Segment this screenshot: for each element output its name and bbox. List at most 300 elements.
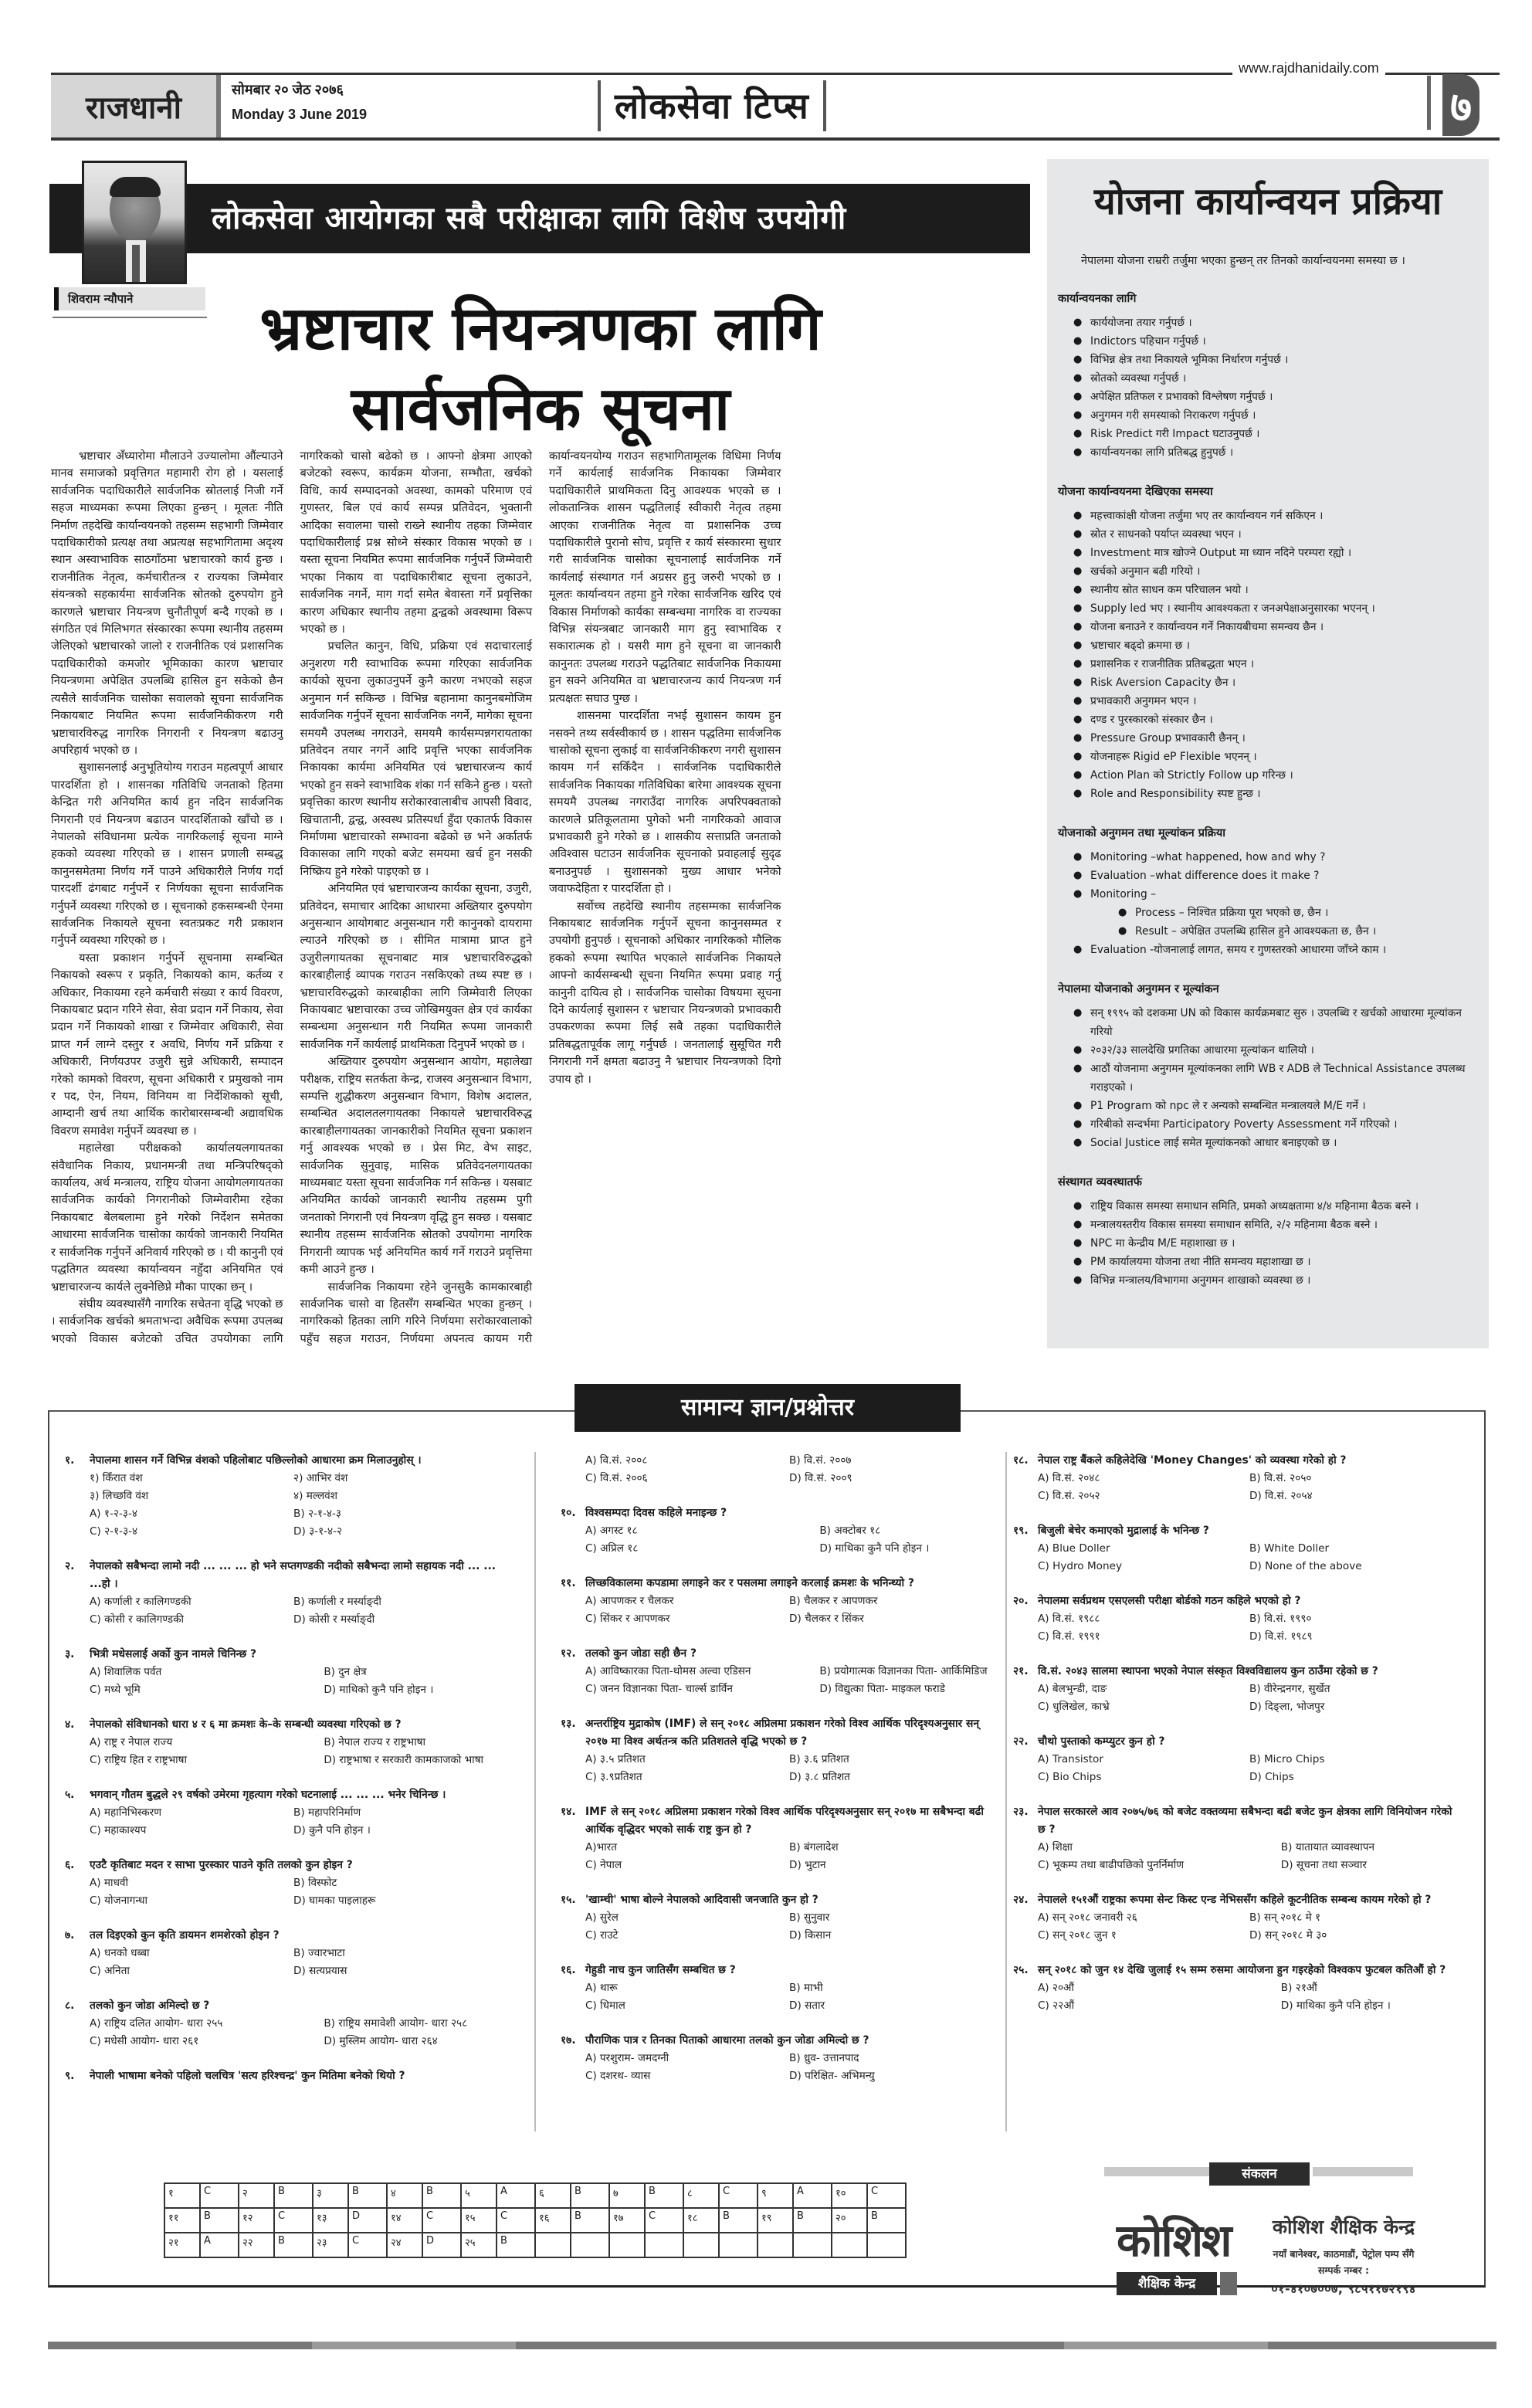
answer-option: D) चैलकर र सिंकर [789,1613,864,1625]
answer-option: B) दुन क्षेत्र [324,1666,367,1678]
list-item: ● खर्चको अनुमान बढी गरियो । [1073,562,1478,581]
question-options [1013,1470,1461,1505]
answer-option: C) Bio Chips [1038,1771,1102,1783]
answer-option: B) ३.६ प्रतिशत [789,1753,849,1765]
article-paragraph: सार्वजनिक निकायमा रहेने जुनसुकै कामकारबाही सार्वजनिक चासो वा हितसँग सम्बन्धित भएका हुन्छन् । नागरिकको हितका लागि गरिने निर्णयमा सरोकारवालाको पहुँच सहज गराउन, निर्णयमा अपनत्व कायम गरी कार्यान्वयनयोग्य गराउन सहभागितामूलक विधिमा निर्णय गर्ने कार्यलाई सार्वजनिक निकायका जिम्मेवार पदाधिकारीले प्राथमिकता दिनु आवश्यक भएको छ । लोकतान्त्रिक शासन पद्धतिलाई स्वीकारी नेतृत्व तहमा आएका राजनीतिक नेतृत्व वा प्रशासनिक उच्च पदाधिकारीले पुरानो सोच, प्रवृत्ति र कार्य संस्कारमा सुधार गरी सार्वजनिक चासोका सूचनालाई सार्वजनिक गर्ने कार्यलाई संस्थागत गर्न अग्रसर हुनु जरुरी भएको छ । मूलतः कार्यान्वयन तहमा हुने गरेका सार्वजनिक खरिद एवं विकास निर्माणको कार्यका सम्बन्धमा नागरिक वा राज्यका विभिन्न संयन्त्रबाट जानकारी माग हुनु स्वाभाविक र सकारात्मक हो । यसरी माग हुने सूचना वा जानकारी कानुनतः उपलब्ध गराउने पद्धतिबाट सार्वजनिक निकायमा हुन सक्ने अनियमित वा भ्रष्टाचारजन्य कार्य नियन्त्रण गर्न प्रत्यक्षतः सघाउ पुग्छ । [300,449,781,1345]
list-item: ● Indictors पहिचान गर्नुपर्छ । [1073,332,1478,351]
question-text [561,2032,993,2050]
answer-letter: C [274,2208,313,2233]
answer-option: B) नेपाल राज्य र राष्ट्रभाषा [324,1736,426,1748]
question-prompt: बिजुली बेचेर कमाएको मुद्रालाई के भनिन्छ ? [1038,1525,1209,1537]
sidebar-intro: नेपालमा योजना राम्ररी तर्जुमा भएका हुन्छन् तर तिनको कार्यान्वयनमा समस्या छ । [1081,255,1405,267]
question-number: ११. [561,1577,576,1589]
answer-question-number [609,2233,645,2257]
answer-option: D) Chips [1249,1771,1294,1783]
answer-option: D) वि.सं. १९८९ [1249,1630,1313,1643]
question-number: २. [65,1560,75,1572]
list-item: ● सन् १९९५ को दशकमा UN को विकास कार्यक्रमबाट सुरु । उपलब्धि र खर्चको आधारमा मूल्यांकन गरियो [1073,1004,1478,1041]
answer-option: ४) मल्लवंश [293,1490,337,1502]
question-prompt: तलको कुन जोडा अमिल्दो छ ? [90,1999,210,2012]
section-title: लोकसेवा टिप्स [598,80,826,131]
question-prompt: चौथो पुस्ताको कम्प्युटर कुन हो ? [1038,1735,1165,1748]
list-item: ● प्रभावकारी अनुगमन भएन । [1073,692,1478,711]
question-text [561,1575,993,1592]
quiz-question [561,2032,993,2085]
contact-label: सम्पर्क नम्बर : [1317,2264,1370,2276]
answer-option: १) किँरात वंश [90,1472,143,1484]
answer-option: A) १-२-३-४ [90,1508,137,1520]
answer-question-number: १९ [758,2208,793,2233]
article-paragraph: महालेखा परीक्षकको कार्यालयलगायतका संवैधानिक निकाय, प्रधानमन्त्री तथा मन्त्रिपरिषद्को कार्यालय, अर्थ मन्त्रालय, राष्ट्रिय योजना आयोगलगायतका सार्वजनिक कार्यको निगरानीको जिम्मेवारीमा रहेका निकायबाट बेलबलामा हुने गरेको निर्देशन समेतका आधारमा सार्वजनिक चासोका कार्यको जानकारी नियमित र सार्वजनिक गर्नुपर्ने अनिवार्य गरिएको छ । यी कानुनी एवं पद्धतिगत व्यवस्था कार्यान्वयन नहुँदा अनियमित एवं भ्रष्टाचारजन्य कार्यले लुक्नेछिप्ने मौका पाएका छन् । [51,1141,283,1294]
quiz-question [65,1786,497,1840]
answer-option: B) ध्रुव- उत्तानपाद [789,2052,859,2064]
answer-option: C) Hydro Money [1038,1560,1123,1572]
quiz-question [1013,1803,1461,1874]
quiz-question [1013,1733,1461,1786]
logo-square-icon [1220,2272,1237,2295]
article-paragraph: शासनमा पारदर्शिता नभई सुशासन कायम हुन नसक्ने तथ्य सर्वस्वीकार्य छ । शासन पद्धतिमा सार्वजनिक चासोको सूचना लुकाई वा सार्वजनिकीकरण नगरी सुशासन कायम गर्न सकिँदैन । सार्वजनिक पदाधिकारीले सार्वजनिक निकायका गतिविधिका बारेमा आवश्यक सूचना समयमै उपलब्ध नगराउँदा नागरिक अपरिपक्वताको कारणले प्रतिकूलतामा पुगेको भनी नागरिकको आवाज प्रभावकारी हुने गरेको छ । शासकीय सत्ताप्रति जनताको अविश्वास घटाउन सार्वजनिक सूचनाको प्रवाहलाई सुदृढ बनाउनुपर्छ । सुशासनको मुख्य आधार भनेको जवाफदेहिता र पारदर्शिता हो । [549,709,781,896]
footer-segment [48,2342,312,2349]
answer-option: B) अक्टोबर १८ [819,1525,881,1537]
list-item: ● २०३२/३३ सालदेखि प्रगतिका आधारमा मूल्यांकन थालियो । [1073,1041,1478,1060]
question-prompt: नेपाल सरकारले आव २०७५/७६ को बजेट वक्तव्यमा सबैभन्दा बढी बजेट कुन क्षेत्रका लागि विनियोजन गरेको छ ? [1038,1806,1452,1836]
question-number: १५. [561,1894,576,1906]
question-options [65,1945,497,1980]
answer-option: C) राष्ट्रिय हित र राष्ट्रभाषा [90,1754,188,1766]
answer-option: C) अप्रिल १८ [585,1542,639,1555]
answer-option: A) राष्ट्र र नेपाल राज्य [90,1736,173,1748]
answer-option: A) Transistor [1038,1753,1103,1765]
answer-option: C) मधेसी आयोग- धारा २६१ [90,2035,199,2047]
question-options [561,2050,993,2085]
answer-option: B) सुनुवार [789,1911,830,1924]
answer-option: A) थारू [585,1982,618,1994]
article-paragraph: प्रचलित कानुन, विधि, प्रक्रिया एवं सदाचारलाई अनुशरण गरी स्वाभाविक रूपमा गरिएका सार्वजनिक कार्यको सूचना लुकाउनुपर्ने कुनै कारण नभएको सहज अनुमान गर्न सकिन्छ । विभिन्न बहानामा कानुनबमोजिम सार्वजनिक गर्नुपर्ने सूचना सार्वजनिक नगर्ने, मागेका सूचना समयमै उपलब्ध नगराउने, समयमै कार्यसम्पन्नगरायताका प्रतिवेदन तयार नगर्ने आदि प्रवृत्ति भएका सार्वजनिक निकायका कार्यमा अनियमित एवं भ्रष्टाचारजन्य कार्य भएको हुन सक्ने स्वाभाविक शंका गर्न सकिने हुन्छ । यस्तो प्रवृत्तिका कारण स्थानीय सरोकारवालाबीच आपसी विवाद, खिचातानी, द्वन्द्व, अस्वस्थ प्रतिस्पर्धा हुँदा एकातर्फ विकास निर्माणमा भ्रष्टाचारको सम्भावना बढेको छ भने अर्कातर्फ विकासका लागि गएको बजेट समयमा खर्च हुन नसकी निष्क्रिय हुने गरेको पाइएको छ । [300,639,532,878]
answer-option: A) ३.५ प्रतिशत [585,1753,646,1765]
question-prompt: नेपाली भाषामा बनेको पहिलो चलचित्र 'सत्य हरिश्चन्द्र' कुन मितिमा बनेको थियो ? [90,2070,405,2082]
question-options [65,2015,497,2050]
answer-option: C) महाकाश्यप [90,1824,147,1837]
list-item: ● Social Justice लाई समेत मूल्यांकनको आधार बनाइएको छ । [1073,1134,1478,1152]
answer-letter: B [274,2233,313,2257]
question-number: २३. [1013,1806,1029,1818]
answer-option: D) घामका पाइलाहरू [293,1894,376,1907]
list-item: ● स्थानीय स्रोत साधन कम परिचालन भयो । [1073,581,1478,599]
page-number: ७ [1442,74,1479,136]
answer-question-number: ११ [164,2208,200,2233]
article-paragraph: संघीय व्यवस्थासँगै नागरिक सचेतना वृद्धि भएको छ । सार्वजनिक खर्चको श्रमताभन्दा अवैधिक रूपमा उपलब्ध भएको विकास बजेटको उचित उपयोगका लागि नागरिकको चासो बढेको छ । आफ्नो क्षेत्रमा आएको बजेटको स्वरूप, कार्यक्रम योजना, सम्भौता, खर्चको विधि, कार्य सम्पादनको अवस्था, कामको परिमाण एवं गुणस्तर, बिल एवं कार्य सम्पन्न प्रतिवेदन, भुक्तानी आदिका सवालमा चासो राख्ने स्थानीय तहका जिम्मेवार पदाधिकारीलाई प्रश्न सोध्ने संस्कार विकास भएको छ । यस्ता सूचना नियमित रूपमा सार्वजनिक गर्नुपर्ने जिम्मेवारी भएका निकाय वा पदाधिकारीबाट सूचना लुकाउने, सार्वजनिक नगर्ने, माग गर्दा समेत बेवास्ता गर्ने प्रवृत्तिका कारण अधिकार स्थानीय तहमा द्वन्द्वको अवस्थामा विरूप भएको छ । [51,449,532,1345]
question-number: १४. [561,1806,576,1818]
answer-option: C) २२औं [1038,1999,1075,2012]
question-prompt: नेपालमा सर्वप्रथम एसएलसी परीक्षा बोर्डको गठन कहिले भएको हो ? [1038,1595,1301,1607]
answer-option: A) शिक्षा [1038,1841,1073,1853]
quiz-question [561,1803,993,1874]
answer-option: B) माभी [789,1982,823,1994]
list-sub-item: ● Process – निश्चित प्रक्रिया पूरा भएको छ, छैन । [1118,904,1478,922]
author-photo [82,161,187,284]
answer-option: D) दिङ्ला, भोजपुर [1249,1701,1325,1713]
quiz-question [1013,1522,1461,1575]
answer-option: A) बेलभुन्डी, दाङ [1038,1683,1107,1695]
answer-letter: C [348,2233,387,2257]
question-options [1013,1909,1461,1945]
answer-row [164,2183,906,2208]
answer-question-number: २५ [461,2233,497,2257]
list-item: ● Investment मात्र खोज्ने Output मा ध्यान नदिने परम्परा रह्यो । [1073,544,1478,562]
question-options [561,1592,993,1628]
question-text [65,1452,497,1470]
answer-option: B) ज्वारभाटा [293,1947,345,1959]
question-prompt: नेपालको सबैभन्दा लामो नदी ... ... ... हो भने सप्तगण्डकी नदीको सबैभन्दा लामो सहायक नदी ... ... ...हो । [90,1560,496,1590]
footer-segment [1268,2342,1496,2349]
answer-option: C) जनन विज्ञानका पिता- चार्ल्स डार्विन [585,1683,733,1695]
footer-segment [516,2342,1064,2349]
compiled-decor-bar [1313,2167,1413,2176]
question-options [65,1593,497,1629]
answer-option: C) नेपाल [585,1859,622,1871]
quiz-question [65,1558,497,1629]
logo-subtitle: शैक्षिक केन्द्र [1117,2272,1217,2295]
answer-option: C) धुलिखेल, काभ्रे [1038,1701,1110,1713]
question-number: ३. [65,1648,75,1660]
question-number: ५. [65,1789,75,1801]
question-prompt: वि.सं. २०४३ सालमा स्थापना भएको नेपाल संस्कृत विश्वविद्यालय कुन ठाउँमा रहेको छ ? [1038,1665,1378,1677]
article-paragraph: अनियमित एवं भ्रष्टाचारजन्य कार्यका सूचना, उजुरी, प्रतिवेदन, समाचार आदिका आधारमा अख्तियार दुरुपयोग अनुसन्धान आयोगबाट अनुसन्धान गरी कानुनको दायरामा ल्याउने गरिएको छ । सीमित मात्रामा प्राप्त हुने उजुरीलगायतका सूचनाबाट मात्र भ्रष्टाचारविरुद्धको कारबाहीलाई व्यापक गराउन नसकिएको तथ्य स्पष्ट छ । भ्रष्टाचारविरुद्धको कारबाहीका लागि जिम्मेवारी लिएका निकायबाट भ्रष्टाचारका उच्च जोखिमयुक्त क्षेत्र एवं कार्यका सम्बन्धमा अनुसन्धान गरी नियमित रूपमा जानकारी सार्वजनिक गर्ने कार्यलाई प्राथमिकता दिनुपर्ने भएको छ । [300,882,532,1051]
list-item: ● Monitoring –what happened, how and why ? [1073,848,1478,867]
answer-option: C) भूकम्प तथा बाढीपछिको पुनर्निर्माण [1038,1859,1185,1871]
answer-option: A) सुरेल [585,1911,619,1924]
list-item: ● PM कार्यालयमा योजना तथा नीति समन्वय महाशाखा छ । [1073,1253,1478,1271]
date-english: Monday 3 June 2019 [232,107,368,122]
question-prompt: नेपाल राष्ट्र बैंकले कहिलेदेखि 'Money Changes' को व्यवस्था गरेको हो ? [1038,1454,1347,1467]
newspaper-brand-logo: राजधानी [51,75,221,137]
answer-question-number: १० [832,2183,867,2208]
answer-question-number [535,2233,571,2257]
quiz-column-3 [1013,1452,1461,2032]
answer-option: D) माथिको कुनै पनि होइन । [324,1684,434,1696]
answer-letter: B [274,2183,313,2208]
answer-option: B) यातायात व्यावस्थापन [1280,1841,1374,1853]
quiz-question [65,2067,497,2085]
quiz-question [65,1716,497,1769]
answer-question-number: ९ [758,2183,793,2208]
sidebar-heading: योजना कार्यान्वयनमा देखिएका समस्या [1058,486,1213,498]
answer-question-number: १२ [239,2208,274,2233]
answer-question-number [758,2233,793,2257]
answer-option: C) वि.सं. १९९१ [1038,1630,1100,1643]
question-text [561,1504,993,1522]
answer-option: B) वि.सं. १९९० [1249,1613,1312,1625]
question-options [1013,1681,1461,1716]
answer-question-number: ४ [387,2183,422,2208]
question-options [65,1874,497,1910]
answer-option: A)भारत [585,1841,617,1853]
answer-question-number: २० [832,2208,867,2233]
question-options [561,1522,993,1558]
question-options [65,1734,497,1769]
quiz-question [1013,1663,1461,1716]
question-text [1013,1592,1461,1610]
answer-option: D) मुस्लिम आयोग- धारा २६४ [324,2035,438,2047]
question-text [65,1927,497,1945]
headline-line-2: सार्वजनिक सूचना [351,375,730,444]
question-prompt: एउटै कृतिबाट मदन र साभा पुरस्कार पाउने कृति तलको कुन होइन ? [90,1859,353,1871]
answer-key-table [164,2182,907,2258]
answer-letter: B [719,2208,758,2233]
answer-option: B) चैलकर र आपणकर [789,1595,878,1607]
answer-option: A) माधवी [90,1877,129,1889]
answer-option: D) किसान [789,1929,832,1942]
answer-question-number: २४ [387,2233,422,2257]
answer-option: B) वि.सं. २०५० [1249,1472,1312,1484]
question-options [561,1663,993,1698]
answer-letter: B [422,2183,461,2208]
question-number: २१. [1013,1665,1029,1677]
article-paragraph: यस्ता प्रकाशन गर्नुपर्ने सूचनामा सम्बन्धित निकायको स्वरूप र प्रकृति, निकायको काम, कर्तव्य र अधिकार, निकायमा रहने कर्मचारी संख्या र कार्य विवरण, निकायबाट प्रदान गरिने सेवा, सेवा प्रदान गर्ने निकाय, सेवा प्रदान गर्ने निकायको शाखा र जिम्मेवार अधिकारी, सेवा प्राप्त गर्न लाग्ने दस्तुर र अवधि, निर्णय गर्ने प्रक्रिया र अधिकारी, निर्णयउपर उजुरी सुन्ने अधिकारी, सम्पादन गरेको कामको विवरण, सूचना अधिकारी र प्रमुखको नाम र पद, ऐन, नियम, विनियम वा निर्देशिकाको सूची, आम्दानी खर्च तथा आर्थिक कारोबारसम्बन्धी अद्यावधिक विवरण समावेश गर्नुपर्ने व्यवस्था छ । [51,951,283,1138]
list-item: ● राष्ट्रिय विकास समस्या समाधान समिति, प्रमको अध्यक्षतामा ४/४ महिनामा बैठक बस्ने । [1073,1197,1478,1216]
sidebar-heading: नेपालमा योजनाको अनुगमन र मूल्यांकन [1058,983,1219,995]
question-text [65,1997,497,2015]
answer-option: D) विद्युत्का पिता- माइकल फराडे [819,1683,945,1695]
answer-letter: B [571,2208,609,2233]
list-item: ● योजना बनाउने र कार्यान्वयन गर्ने निकायबीचमा समन्वय छैन । [1073,618,1478,636]
article-kicker: लोकसेवा आयोगका सबै परीक्षाका लागि विशेष उपयोगी [212,201,847,236]
compiler-address: नयाँ बानेश्वर, काठमाडौं, पेट्रोल पम्प सँगै [1273,2248,1415,2260]
compiler-info [1251,2213,1436,2297]
issue-date [232,80,367,123]
answer-question-number: १६ [535,2208,571,2233]
answer-question-number: ३ [313,2183,348,2208]
answer-letter: B [497,2233,535,2257]
answer-question-number: २२ [239,2233,274,2257]
answer-option: B) वि.सं. २००७ [789,1454,852,1467]
sidebar-heading: कार्यान्वयनका लागि [1058,293,1137,305]
sidebar-list [1073,1197,1478,1290]
answer-option: D) माथिका कुनै पनि होइन । [1280,1999,1391,2012]
answer-option: D) वि.सं. २००९ [789,1472,852,1484]
answer-option: B) प्रयोगात्मक विज्ञानका पिता- आर्किमिडिज [819,1665,988,1677]
sidebar-list [1073,848,1478,959]
question-number: ६. [65,1859,75,1871]
author-byline: शिवराम न्यौपाने [54,287,205,310]
list-item: ● प्रशासनिक र राजनीतिक प्रतिबद्धता भएन । [1073,655,1478,673]
question-number: २५. [1013,1964,1029,1976]
list-item: ● विभिन्न मन्त्रालय/विभागमा अनुगमन शाखाको व्यवस्था छ । [1073,1271,1478,1290]
list-item: ● कार्ययोजना तयार गर्नुपर्छ । [1073,314,1478,332]
answer-option: D) परिक्षित- अभिमन्यु [789,2070,875,2082]
question-number: २०. [1013,1595,1029,1607]
list-item: ● स्रोत र साधनको पर्याप्त व्यवस्था भएन । [1073,525,1478,544]
quiz-question [1013,1592,1461,1646]
answer-letter: A [793,2183,832,2208]
quiz-question [65,1857,497,1910]
question-number: ८. [65,1999,75,2012]
answer-letter: D [422,2233,461,2257]
answer-option: D) ३-१-४-२ [293,1525,343,1538]
answer-option: C) दशरथ- व्यास [585,2070,651,2082]
answer-option: D) None of the above [1249,1560,1362,1572]
answer-option: D) ३.८ प्रतिशत [789,1771,850,1783]
list-sub-item: ● Result – अपेक्षित उपलब्धि हासिल हुने आवश्यकता छ, छैन । [1118,922,1478,941]
answer-option: B) Micro Chips [1249,1753,1325,1765]
photo-hair-shape [110,177,161,197]
answer-letter: B [867,2208,906,2233]
answer-option: B) महापरिनिर्माण [293,1806,361,1819]
answer-row [164,2208,906,2233]
masthead-bottom-rule [51,137,1500,141]
answer-letter [793,2233,832,2257]
answer-option: C) मध्ये भूमि [90,1684,141,1696]
question-options [561,1751,993,1786]
question-text [1013,1522,1461,1540]
list-item: ● अपेक्षित प्रतिफल र प्रभावको विश्लेषण गर्नुपर्छ । [1073,388,1478,406]
question-prompt: भित्री मधेसलाई अर्को कुन नामले चिनिन्छ ? [90,1648,257,1660]
answer-option: A) धनको धब्बा [90,1947,150,1959]
sidebar-heading: संस्थागत व्यवस्थातर्फ [1058,1176,1142,1189]
list-item: ● Pressure Group प्रभावकारी छैनन् । [1073,729,1478,748]
answer-option: A) २०औं [1038,1982,1074,1994]
answer-letter: B [645,2183,683,2208]
answer-option: B) २१औं [1280,1982,1317,1994]
question-text [65,2067,497,2085]
answer-question-number [832,2233,867,2257]
answer-option: ३) लिच्छवि वंश [90,1490,149,1502]
article-paragraph: अख्तियार दुरुपयोग अनुसन्धान आयोग, महालेखा परीक्षक, राष्ट्रिय सतर्कता केन्द्र, राजस्व अनुसन्धान विभाग, सम्पत्ति शुद्धीकरण अनुसन्धान विभाग, विशेष अदालत, सम्बन्धित अदालतलगायतका निकायले भ्रष्टाचारविरुद्ध कारबाहीलगायतका जानकारीको नियमित सूचना प्रकाशन गर्नु आवश्यक भएको छ । प्रेस मिट, वेभ साइट, सार्वजनिक सुनुवाइ, मासिक प्रतिवेदनलगायतका माध्यमबाट यस्ता सूचना सार्वजनिक गर्न सकिन्छ । यसबाट अनियमित कार्यको जानकारी स्थानीय तहसम्म पुगी जनताको निगरानी एवं नियन्त्रण वृद्धि हुन सक्छ । यसबाट स्थानीय तहसम्म सार्वजनिक स्रोतको उपयोगमा नागरिक निगरानी व्यापक भई अनियमित कार्य गर्ने गराउने प्रवृत्तिमा कमी आउने हुन्छ । [300,1055,532,1277]
answer-question-number: १४ [387,2208,422,2233]
answer-option: D) माथिका कुनै पनि होइन । [819,1542,930,1555]
logo-wordmark: कोशिश [1117,2214,1231,2267]
answer-option: D) कुनै पनि होइन । [293,1824,371,1837]
quiz-question [1013,1962,1461,2015]
question-number: १२. [561,1647,576,1660]
question-prompt: पौराणिक पात्र र तिनका पिताको आधारमा तलको कुन जोडा अमिल्दो छ ? [585,2034,869,2047]
page-number-divider [1427,76,1431,130]
question-options [561,1452,993,1487]
answer-option: C) सन् २०१८ जुन १ [1038,1929,1117,1942]
answer-letter: D [348,2208,387,2233]
answer-option: A) आपणकर र चैलकर [585,1595,674,1607]
question-number: १९. [1013,1525,1029,1537]
list-item: ● भ्रष्टाचार बढ्दो क्रममा छ । [1073,636,1478,655]
question-prompt: अन्तर्राष्ट्रिय मुद्राकोष (IMF) ले सन् २०१८ अप्रिलमा प्रकाशन गरेको विश्व आर्थिक परिदृश्यअनुसार सन् २०१७ मा विश्व अर्थतन्त्र कति प्रतिशतले वृद्धि भएको छ ? [585,1718,979,1748]
list-item: ● Evaluation -योजनालाई लागत, समय र गुणस्तरको आधारमा जाँच्ने काम । [1073,941,1478,959]
column-divider [534,1452,536,2132]
quiz-question [1013,1891,1461,1945]
answer-question-number: १३ [313,2208,348,2233]
answer-option: B) विस्फोट [293,1877,337,1889]
answer-option: B) २-१-४-३ [293,1508,341,1520]
answer-option: C) सिंकर र आपणकर [585,1613,670,1625]
answer-option: A) वि.सं. १९८८ [1038,1613,1100,1625]
quiz-column-1 [65,1452,497,2102]
article-paragraph: भ्रष्टाचार अँध्यारोमा मौलाउने उज्यालोमा औंल्याउने मानव समाजको प्रवृत्तिगत महामारी रोग हो । यसलाई सार्वजनिक पदाधिकारीले सार्वजनिक स्रोतलाई निजी गर्ने सहज माध्यमका रूपमा लिएका हुन्छन् । मूलतः नीति निर्माण तहदेखि कार्यान्वयनको तहसम्म सहभागी जिम्मेवार पदाधिकारीको प्रत्यक्ष तथा अप्रत्यक्ष सहभागितामा अदृश्य स्थान अस्वाभाविक साठगाँठमा भ्रष्टाचारको कार्य हुन्छ । राजनीतिक नेतृत्व, कर्मचारीतन्त्र र राज्यका जिम्मेवार संयन्त्रको सहकार्यमा सार्वजनिक स्रोतको दुरुपयोग हुने कारणले भ्रष्टाचार नियन्त्रण चुनौतीपूर्ण बन्दै गएको छ । संगठित एवं मिलिभगत संस्कारका रूपमा स्थानीय तहसम्म जेलिएको भ्रष्टाचारको जालो र राजनीतिक एवं प्रशासनिक पदाधिकारीको कमजोर भूमिकाका कारण भ्रष्टाचार नियन्त्रणमा अपेक्षित उपलब्धि हासिल हुन सकेको छैन त्यसैले सार्वजनिक चासोका सवालको सूचना सार्वजनिक निकायबाट नियमित रूपमा सार्वजनिकीकरण गरी भ्रष्टाचारविरुद्ध नागरिक निगरानी र नियन्त्रण बढाउनु अपरिहार्य भएको छ । [51,449,283,757]
question-text [561,1715,993,1751]
question-options [1013,1979,1461,2015]
answer-option: D) भुटान [789,1859,826,1871]
compiled-decor-bar [1104,2167,1211,2176]
answer-question-number: १ [164,2183,200,2208]
answer-letter [571,2233,609,2257]
list-item: ● विभिन्न क्षेत्र तथा निकायले भूमिका निर्धारण गर्नुपर्छ । [1073,351,1478,369]
quiz-question [561,1891,993,1945]
list-item: ● आठौं योजनामा अनुगमन मूल्यांकनका लागि WB र ADB ले Technical Assistance उपलब्ध गराइएको । [1073,1060,1478,1097]
list-item: ● Supply led भए । स्थानीय आवश्यकता र जनअपेक्षाअनुसारका भएनन् । [1073,599,1478,618]
list-item: ● P1 Program को npc ले र अन्यको सम्बन्धित मन्त्रालयले M/E गर्ने । [1073,1097,1478,1115]
question-options [561,1979,993,2015]
answer-letter: B [200,2208,239,2233]
answer-option: D) सत्यप्रयास [293,1965,347,1977]
question-text [65,1646,497,1664]
question-text [65,1558,497,1593]
quiz-column-2 [561,1452,993,2102]
sidebar-heading: योजनाको अनुगमन तथा मूल्यांकन प्रक्रिया [1058,827,1226,839]
answer-option: A) वि.सं. २००८ [585,1454,648,1467]
question-text [1013,1452,1461,1470]
question-options [1013,1751,1461,1786]
answer-question-number: ६ [535,2183,571,2208]
question-number: १७. [561,2034,576,2047]
list-item: ● दण्ड र पुरस्कारको संस्कार छैन । [1073,711,1478,729]
question-options [65,1804,497,1840]
answer-question-number [683,2233,719,2257]
list-item: ● गरिबीको सन्दर्भमा Participatory Poverty Assessment गर्ने गरिएको । [1073,1115,1478,1134]
quiz-question [1013,1452,1461,1505]
answer-option: C) कोसी र कालिगण्डकी [90,1613,185,1626]
question-options [561,1839,993,1874]
sidebar-title: योजना कार्यान्वयन प्रक्रिया [1093,180,1442,223]
list-item: ● Risk Predict गरी Impact घटाउनुपर्छ । [1073,425,1478,443]
question-prompt: नेपालले १५१औं राष्ट्रका रूपमा सेन्ट किस्ट एन्ड नेभिससँग कहिले कूटनीतिक सम्बन्ध कायम गरेको हो ? [1038,1894,1432,1906]
answer-question-number: २ [239,2183,274,2208]
answer-option: B) कर्णाली र मर्स्याङ्दी [293,1596,381,1608]
footer-segment [312,2342,516,2349]
sidebar-plan-implementation [1047,159,1489,1348]
article-headline [193,289,888,449]
compiled-by-label: संकलन [1209,2162,1310,2186]
answer-option: C) धिमाल [585,1999,625,2012]
answer-letter: C [867,2183,906,2208]
compiler-name: कोशिश शैक्षिक केन्द्र [1272,2216,1415,2238]
list-item: ● योजनाहरू Rigid eP Flexible भएनन् । [1073,748,1478,766]
quiz-question [561,1575,993,1628]
answer-option: A) शिवालिक पर्वत [90,1666,162,1678]
headline-line-1: भ्रष्टाचार नियन्त्रणका लागि [259,294,822,364]
quiz-question [561,1452,993,1487]
answer-letter: C [497,2208,535,2233]
quiz-question [561,1645,993,1698]
question-number: २४. [1013,1894,1029,1906]
answer-option: A) अगस्ट १८ [585,1525,638,1537]
question-text [1013,1891,1461,1909]
question-number: ४. [65,1718,75,1731]
answer-option: C) अनिता [90,1965,130,1977]
question-options [1013,1839,1461,1874]
sidebar-list [1073,314,1478,462]
quiz-question [561,1962,993,2015]
answer-letter: C [719,2183,758,2208]
question-options [65,1664,497,1699]
question-number: १८. [1013,1454,1029,1467]
quiz-question [561,1504,993,1558]
compiler-phone: ०१-४१०७००७, ९८५११७२१९४ [1271,2281,1416,2296]
question-prompt: तलको कुन जोडा सही छैन ? [585,1647,697,1660]
answer-option: A) वि.सं. २०४८ [1038,1472,1100,1484]
question-text [561,1803,993,1839]
question-text [561,1891,993,1909]
sidebar-list [1073,507,1478,803]
website-url[interactable]: www.rajdhanidaily.com [1232,60,1385,76]
list-item: ● Role and Responsibility स्पष्ट हुन्छ । [1073,785,1478,803]
